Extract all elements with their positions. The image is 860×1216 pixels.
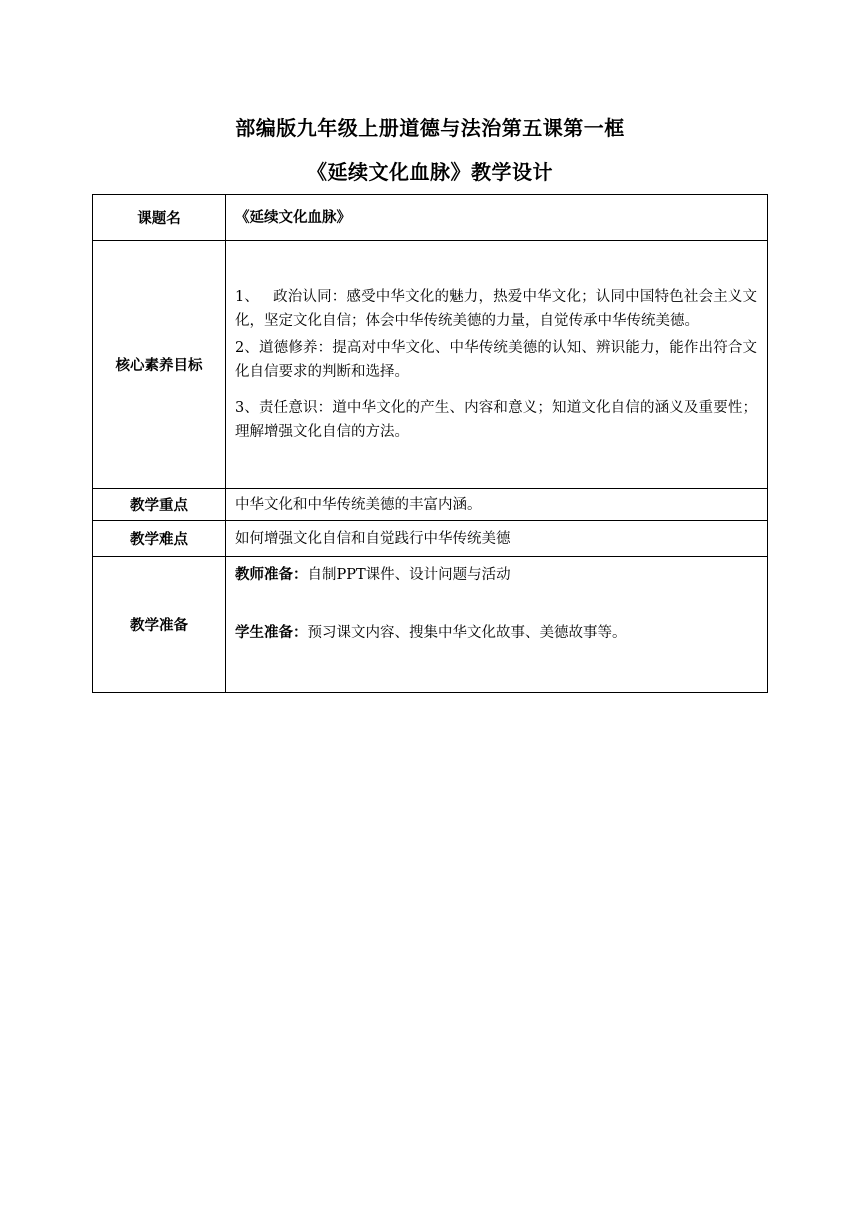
difficult-points-label: 教学难点	[93, 521, 226, 557]
student-preparation	[235, 621, 757, 645]
goal-text: 责任意识：道中华文化的产生、内容和意义；知道文化自信的涵义及重要性；理解增强文化自信的方法。	[235, 400, 757, 440]
lesson-plan-table	[92, 194, 768, 693]
table-row-core-goals	[93, 241, 768, 489]
preparation-content	[226, 557, 768, 693]
table-row-preparation	[93, 557, 768, 693]
teacher-preparation-label: 教师准备：	[235, 567, 308, 583]
student-preparation-value: 预习课文内容、搜集中华文化故事、美德故事等。	[307, 625, 627, 641]
key-points-value: 中华文化和中华传统美德的丰富内涵。	[226, 489, 768, 521]
core-goals-label: 核心素养目标	[93, 241, 226, 489]
preparation-label: 教学准备	[93, 557, 226, 693]
table-row-difficult-points	[93, 521, 768, 557]
teacher-preparation	[235, 563, 757, 587]
goal-number: 1、	[235, 289, 260, 305]
teacher-preparation-value: 自制PPT课件、设计问题与活动	[307, 567, 511, 583]
goal-item	[235, 336, 757, 384]
table-row-lesson-title	[93, 195, 768, 241]
core-goals-content	[226, 241, 768, 489]
document-title-line-1: 部编版九年级上册道德与法治第五课第一框	[235, 116, 625, 140]
lesson-title-value: 《延续文化血脉》	[226, 195, 768, 241]
table-row-key-points	[93, 489, 768, 521]
document-title-line-2: 《延续文化血脉》教学设计	[307, 160, 553, 184]
goal-item	[235, 396, 757, 444]
difficult-points-value: 如何增强文化自信和自觉践行中华传统美德	[226, 521, 768, 557]
goal-number: 3、	[235, 400, 260, 416]
lesson-title-label: 课题名	[93, 195, 226, 241]
goal-item	[235, 285, 757, 333]
student-preparation-label: 学生准备：	[235, 625, 308, 641]
goal-text: 政治认同：感受中华文化的魅力，热爱中华文化；认同中国特色社会主义文化，坚定文化自信；体会中华传统美德的力量，自觉传承中华传统美德。	[235, 289, 758, 329]
key-points-label: 教学重点	[93, 489, 226, 521]
goal-number: 2、	[235, 340, 260, 356]
goal-text: 道德修养：提高对中华文化、中华传统美德的认知、辨识能力，能作出符合文化自信要求的判断和选择。	[235, 340, 757, 380]
